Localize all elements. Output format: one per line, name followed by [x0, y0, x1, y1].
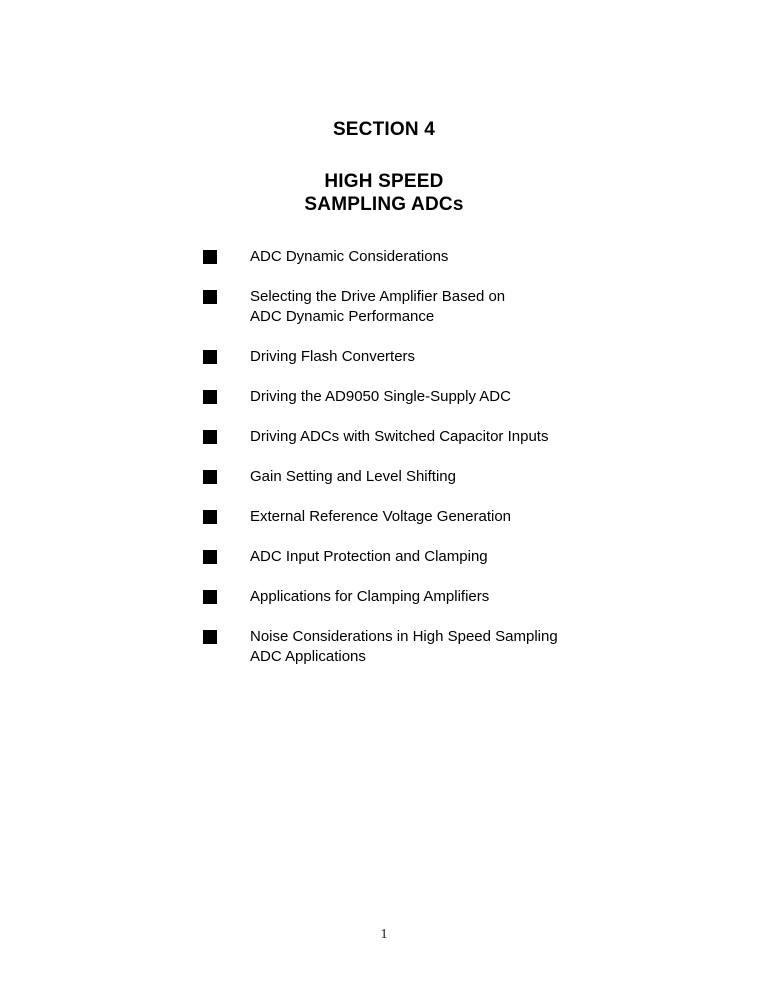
square-bullet-icon — [203, 290, 217, 304]
section-heading: SECTION 4 — [332, 119, 436, 140]
list-item — [203, 627, 663, 667]
square-bullet-icon — [203, 430, 217, 444]
list-item-text: Gain Setting and Level Shifting — [250, 468, 456, 485]
topic-list — [0, 247, 768, 687]
list-item — [203, 467, 663, 487]
page-number: 1 — [380, 927, 388, 942]
document-title — [0, 170, 768, 216]
list-item — [203, 387, 663, 407]
square-bullet-icon — [203, 350, 217, 364]
list-item — [203, 507, 663, 527]
list-item — [203, 247, 663, 267]
list-item-text: ADC Applications — [250, 648, 366, 665]
square-bullet-icon — [203, 390, 217, 404]
list-item-text: Selecting the Drive Amplifier Based on — [250, 288, 506, 305]
list-item-text: Driving Flash Converters — [250, 348, 416, 365]
list-item-text: Driving ADCs with Switched Capacitor Inputs — [250, 428, 549, 445]
square-bullet-icon — [203, 630, 217, 644]
square-bullet-icon — [203, 250, 217, 264]
list-item-text: ADC Dynamic Considerations — [250, 248, 449, 265]
square-bullet-icon — [203, 470, 217, 484]
list-item-text: Driving the AD9050 Single-Supply ADC — [250, 388, 511, 405]
list-item-text: ADC Input Protection and Clamping — [250, 548, 488, 565]
document-title-line-1: HIGH SPEED — [324, 171, 444, 192]
list-item — [203, 427, 663, 447]
square-bullet-icon — [203, 510, 217, 524]
square-bullet-icon — [203, 550, 217, 564]
square-bullet-icon — [203, 590, 217, 604]
list-item-text: Noise Considerations in High Speed Sampling — [250, 628, 558, 645]
list-item — [203, 587, 663, 607]
list-item-text: ADC Dynamic Performance — [250, 308, 435, 325]
list-item-text: External Reference Voltage Generation — [250, 508, 511, 525]
list-item — [203, 287, 663, 327]
list-item-text: Applications for Clamping Amplifiers — [250, 588, 490, 605]
document-title-line-2: SAMPLING ADCs — [304, 194, 464, 215]
list-item — [203, 347, 663, 367]
list-item — [203, 547, 663, 567]
